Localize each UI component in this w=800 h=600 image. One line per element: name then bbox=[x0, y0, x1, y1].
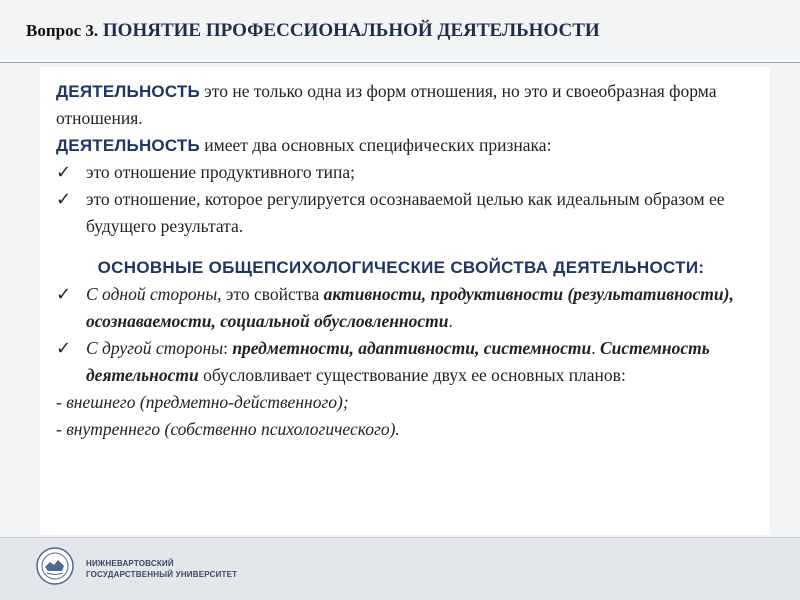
dash-item: - внутреннего (собственно психологического). bbox=[56, 419, 400, 439]
university-seal-icon bbox=[36, 547, 74, 585]
section-heading: ОСНОВНЫЕ ОБЩЕПСИХОЛОГИЧЕСКИЕ СВОЙСТВА ДЕЯТЕЛЬНОСТИ: bbox=[97, 258, 705, 277]
title-divider bbox=[0, 62, 800, 63]
list-item-text: это свойства bbox=[221, 284, 324, 304]
checkmark-icon: ✓ bbox=[56, 338, 72, 359]
content bbox=[56, 78, 746, 443]
keyword: ДЕЯТЕЛЬНОСТЬ bbox=[56, 136, 200, 155]
list-item bbox=[56, 335, 746, 389]
list-item-lead: С одной стороны, bbox=[86, 284, 222, 304]
list-item-bold: предметности, адаптивности, системности bbox=[232, 338, 592, 358]
paragraph-definition bbox=[56, 78, 746, 132]
paragraph-features bbox=[56, 132, 746, 159]
list-item-bold: Системность деятельности bbox=[86, 338, 710, 385]
checkmark-icon: ✓ bbox=[56, 189, 72, 210]
list-item-lead: С другой стороны bbox=[86, 338, 224, 358]
question-label: Вопрос 3. bbox=[26, 21, 99, 40]
checkmark-icon: ✓ bbox=[56, 284, 72, 305]
paragraph-text: имеет два основных специфических признака: bbox=[199, 135, 552, 155]
list-item-bold: активности, продуктивности (результативности), осознаваемости, социальной обусловленности bbox=[86, 284, 734, 331]
list-item bbox=[56, 159, 746, 186]
list-item bbox=[56, 281, 746, 335]
list-item-end: . bbox=[448, 311, 453, 331]
university-line-1: НИЖНЕВАРТОВСКИЙ bbox=[86, 559, 174, 568]
title-text: ПОНЯТИЕ ПРОФЕССИОНАЛЬНОЙ ДЕЯТЕЛЬНОСТИ bbox=[102, 20, 600, 41]
university-line-2: ГОСУДАРСТВЕННЫЙ УНИВЕРСИТЕТ bbox=[86, 570, 238, 579]
list-item-text: это отношение продуктивного типа; bbox=[86, 162, 356, 182]
slide-title bbox=[26, 20, 600, 42]
list-item bbox=[56, 186, 746, 240]
list-item-text: . bbox=[591, 338, 600, 358]
paragraph-text: это не только одна из форм отношения, но это и своеобразная форма отношения. bbox=[56, 81, 717, 128]
list-item-text: обусловливает существование двух ее основных планов: bbox=[198, 365, 626, 385]
keyword: ДЕЯТЕЛЬНОСТЬ bbox=[56, 82, 200, 101]
university-name bbox=[86, 558, 237, 580]
list-item-text: это отношение, которое регулируется осознаваемой целью как идеальным образом ее будущего результата. bbox=[86, 189, 725, 236]
dash-item: - внешнего (предметно-действенного); bbox=[56, 392, 349, 412]
checkmark-icon: ✓ bbox=[56, 162, 72, 183]
list-item-text: : bbox=[223, 338, 233, 358]
